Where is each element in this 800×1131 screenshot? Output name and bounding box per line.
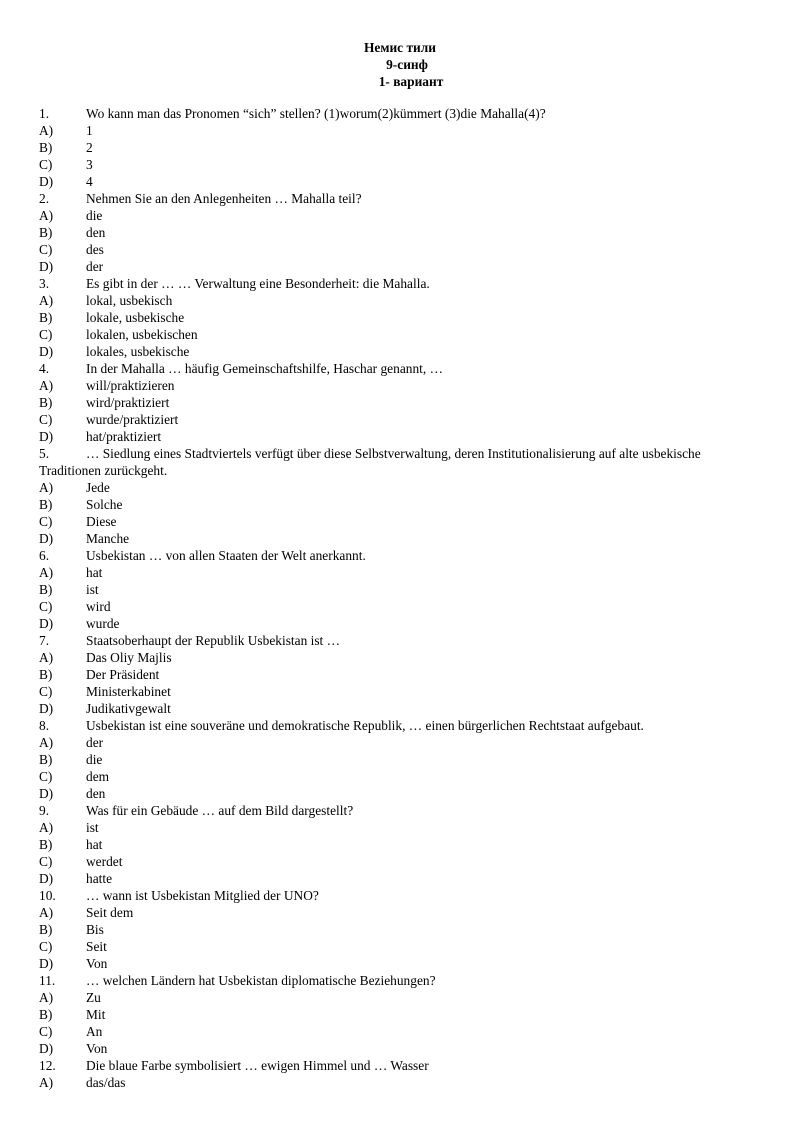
option-letter: D) [39,871,54,886]
option-text: Zu [86,990,101,1005]
option-text: hat [86,837,103,852]
question-text: Wo kann man das Pronomen “sich” stellen? (1)worum(2)kümmert (3)die Mahalla(4)? [86,106,546,121]
option-text: hatte [86,871,113,886]
option-text: 3 [86,157,93,172]
option-letter: C) [39,412,53,427]
answer-option [39,173,709,190]
option-letter: A) [39,1075,54,1090]
question-4 [39,360,709,377]
option-letter: D) [39,531,54,546]
answer-option [39,496,709,513]
option-letter: C) [39,1024,53,1039]
option-letter: A) [39,735,54,750]
option-letter: C) [39,327,53,342]
option-text: Seit [86,939,107,954]
question-text: … welchen Ländern hat Usbekistan diplomatische Beziehungen? [86,973,436,988]
question-number: 5. [39,446,50,461]
answer-option [39,615,709,632]
option-text: lokales, usbekische [86,344,190,359]
option-text: die [86,752,103,767]
question-number: 3. [39,276,50,291]
option-letter: B) [39,395,53,410]
answer-option [39,258,709,275]
option-text: Von [86,1041,108,1056]
option-text: lokale, usbekische [86,310,185,325]
question-number: 1. [39,106,50,121]
option-letter: B) [39,225,53,240]
question-number: 12. [39,1058,56,1073]
option-text: Judikativgewalt [86,701,171,716]
option-text: ist [86,582,99,597]
option-text: lokalen, usbekischen [86,327,198,342]
answer-option [39,411,709,428]
option-text: hat [86,565,103,580]
option-letter: A) [39,905,54,920]
answer-option [39,1040,709,1057]
question-text: … wann ist Usbekistan Mitglied der UNO? [86,888,319,903]
question-text: … Siedlung eines Stadtviertels verfügt über diese Selbstverwaltung, deren Institutionalisierung auf alte usbekische Traditionen zurückgeht. [39,446,701,478]
answer-option [39,666,709,683]
answer-option [39,292,709,309]
option-letter: B) [39,582,53,597]
option-text: Der Präsident [86,667,160,682]
question-text: Was für ein Gebäude … auf dem Bild dargestellt? [86,803,354,818]
answer-option [39,700,709,717]
question-11 [39,972,709,989]
question-number: 8. [39,718,50,733]
question-number: 6. [39,548,50,563]
question-8 [39,717,709,734]
option-letter: A) [39,208,54,223]
option-text: Diese [86,514,117,529]
option-letter: C) [39,242,53,257]
answer-option [39,428,709,445]
option-letter: C) [39,769,53,784]
option-text: Von [86,956,108,971]
option-text: Jede [86,480,110,495]
option-text: wird/praktiziert [86,395,170,410]
option-letter: D) [39,174,54,189]
answer-option [39,853,709,870]
question-5 [39,445,709,479]
answer-option [39,819,709,836]
answer-option [39,139,709,156]
option-letter: C) [39,854,53,869]
answer-option [39,751,709,768]
question-3 [39,275,709,292]
document-header [0,39,800,90]
question-2 [39,190,709,207]
grade-title: 9-синф [386,57,428,72]
answer-option [39,326,709,343]
question-number: 10. [39,888,56,903]
option-text: 2 [86,140,93,155]
question-7 [39,632,709,649]
answer-option [39,955,709,972]
option-text: Solche [86,497,123,512]
option-letter: B) [39,837,53,852]
option-text: Ministerkabinet [86,684,171,699]
option-letter: D) [39,956,54,971]
option-text: den [86,786,106,801]
option-letter: D) [39,616,54,631]
option-letter: A) [39,123,54,138]
option-letter: A) [39,650,54,665]
option-letter: C) [39,599,53,614]
option-letter: C) [39,684,53,699]
answer-option [39,122,709,139]
answer-option [39,513,709,530]
option-letter: B) [39,140,53,155]
question-text: Usbekistan … von allen Staaten der Welt anerkannt. [86,548,366,563]
option-text: Seit dem [86,905,134,920]
answer-option [39,377,709,394]
answer-option [39,836,709,853]
answer-option [39,904,709,921]
option-text: des [86,242,104,257]
option-text: will/praktizieren [86,378,175,393]
question-12 [39,1057,709,1074]
option-text: lokal, usbekisch [86,293,173,308]
option-letter: D) [39,786,54,801]
question-list [39,105,709,1091]
option-letter: D) [39,701,54,716]
question-number: 11. [39,973,56,988]
option-text: ist [86,820,99,835]
answer-option [39,938,709,955]
question-text: Es gibt in der … … Verwaltung eine Besonderheit: die Mahalla. [86,276,430,291]
question-text: Usbekistan ist eine souveräne und demokratische Republik, … einen bürgerlichen Rechtstaat aufgebaut. [86,718,644,733]
answer-option [39,156,709,173]
option-letter: C) [39,939,53,954]
option-text: die [86,208,103,223]
answer-option [39,1006,709,1023]
option-text: wurde/praktiziert [86,412,179,427]
option-letter: B) [39,922,53,937]
option-text: das/das [86,1075,126,1090]
option-text: hat/praktiziert [86,429,162,444]
answer-option [39,581,709,598]
option-letter: D) [39,259,54,274]
answer-option [39,207,709,224]
option-text: der [86,259,104,274]
answer-option [39,394,709,411]
answer-option [39,530,709,547]
question-text: In der Mahalla … häufig Gemeinschaftshilfe, Haschar genannt, … [86,361,443,376]
option-letter: D) [39,1041,54,1056]
question-number: 4. [39,361,50,376]
option-text: Bis [86,922,104,937]
question-text: Staatsoberhaupt der Republik Usbekistan ist … [86,633,341,648]
option-text: wurde [86,616,120,631]
answer-option [39,989,709,1006]
question-6 [39,547,709,564]
option-text: Das Oliy Majlis [86,650,172,665]
option-letter: B) [39,667,53,682]
option-letter: A) [39,293,54,308]
option-text: wird [86,599,111,614]
answer-option [39,309,709,326]
option-text: An [86,1024,103,1039]
option-text: der [86,735,104,750]
answer-option [39,1074,709,1091]
option-letter: A) [39,565,54,580]
answer-option [39,785,709,802]
variant-title: 1- вариант [378,74,444,89]
option-letter: A) [39,990,54,1005]
option-text: werdet [86,854,123,869]
option-letter: B) [39,310,53,325]
answer-option [39,598,709,615]
question-number: 2. [39,191,50,206]
answer-option [39,241,709,258]
option-letter: C) [39,514,53,529]
option-text: 1 [86,123,93,138]
option-text: dem [86,769,110,784]
option-letter: D) [39,429,54,444]
option-letter: C) [39,157,53,172]
answer-option [39,734,709,751]
option-letter: B) [39,752,53,767]
option-letter: D) [39,344,54,359]
question-number: 9. [39,803,50,818]
question-number: 7. [39,633,50,648]
answer-option [39,224,709,241]
answer-option [39,768,709,785]
answer-option [39,479,709,496]
option-letter: B) [39,497,53,512]
option-text: Mit [86,1007,106,1022]
answer-option [39,683,709,700]
answer-option [39,921,709,938]
option-letter: B) [39,1007,53,1022]
option-text: Manche [86,531,130,546]
answer-option [39,1023,709,1040]
question-text: Nehmen Sie an den Anlegenheiten … Mahalla teil? [86,191,362,206]
option-text: 4 [86,174,93,189]
question-text: Die blaue Farbe symbolisiert … ewigen Himmel und … Wasser [86,1058,429,1073]
option-letter: A) [39,820,54,835]
option-letter: A) [39,480,54,495]
answer-option [39,343,709,360]
question-1 [39,105,709,122]
option-text: den [86,225,106,240]
answer-option [39,649,709,666]
answer-option [39,564,709,581]
question-9 [39,802,709,819]
option-letter: A) [39,378,54,393]
subject-title: Немис тили [363,40,436,55]
question-10 [39,887,709,904]
answer-option [39,870,709,887]
